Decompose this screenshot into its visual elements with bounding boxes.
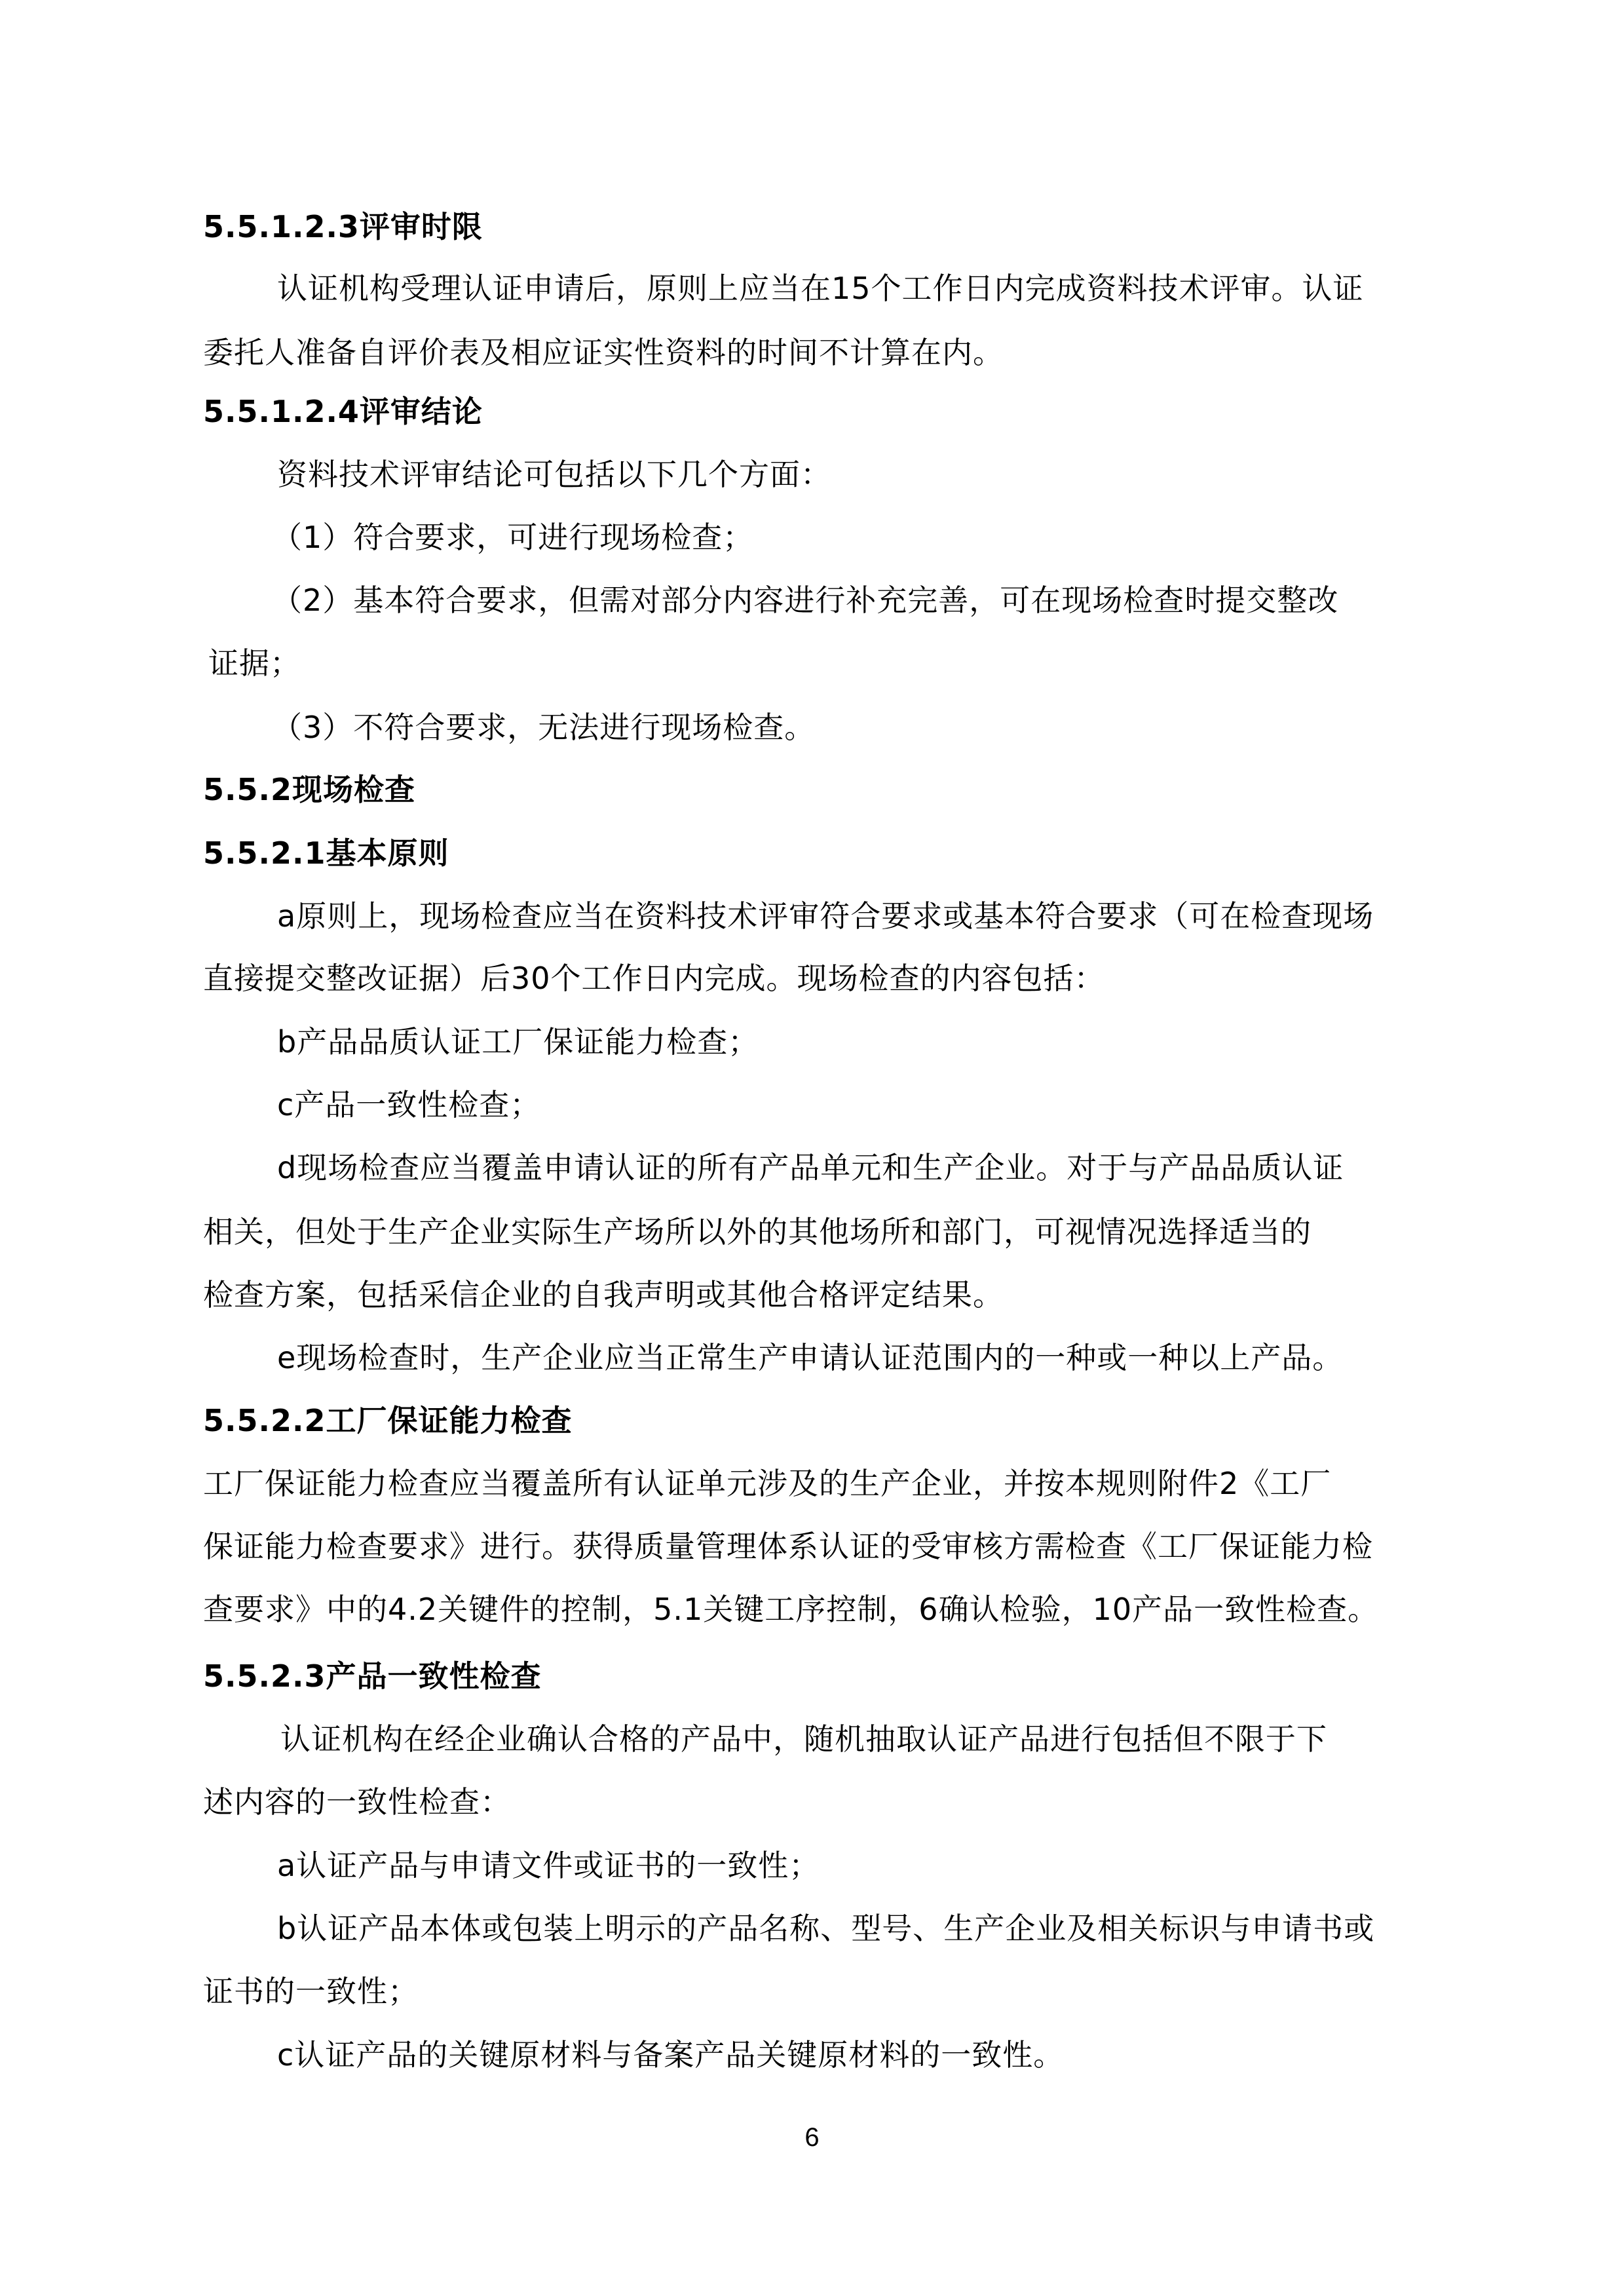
paragraph-line: 认证机构在经企业确认合格的产品中，随机抽取认证产品进行包括但不限于下 bbox=[280, 1721, 1327, 1757]
paragraph-line: 查要求》中的4.2关键件的控制，5.1关键工序控制，6确认检验，10产品一致性检查。 bbox=[203, 1592, 1379, 1627]
paragraph-line: a认证产品与申请文件或证书的一致性； bbox=[277, 1848, 820, 1883]
section-heading-5-5-2-3: 5.5.2.3产品一致性检查 bbox=[203, 1658, 542, 1694]
list-item: （1）符合要求，可进行现场检查； bbox=[272, 520, 754, 555]
paragraph-line: c产品一致性检查； bbox=[277, 1087, 541, 1122]
paragraph-line: 述内容的一致性检查： bbox=[203, 1784, 511, 1820]
list-item: （2）基本符合要求，但需对部分内容进行补充完善，可在现场检查时提交整改 bbox=[272, 583, 1339, 618]
paragraph-line: a原则上，现场检查应当在资料技术评审符合要求或基本符合要求（可在检查现场 bbox=[277, 898, 1374, 934]
paragraph-line: b认证产品本体或包装上明示的产品名称、型号、生产企业及相关标识与申请书或 bbox=[277, 1911, 1375, 1946]
section-heading-5-5-2-2: 5.5.2.2工厂保证能力检查 bbox=[203, 1403, 573, 1438]
list-item: （3）不符合要求，无法进行现场检查。 bbox=[272, 710, 816, 745]
paragraph-line: 证据； bbox=[208, 645, 301, 681]
section-heading-5-5-1-2-3: 5.5.1.2.3评审时限 bbox=[203, 209, 483, 244]
section-heading-5-5-1-2-4: 5.5.1.2.4评审结论 bbox=[203, 394, 483, 429]
paragraph-line: 资料技术评审结论可包括以下几个方面： bbox=[277, 457, 831, 492]
paragraph-line: 保证能力检查要求》进行。获得质量管理体系认证的受审核方需检查《工厂保证能力检 bbox=[203, 1529, 1373, 1564]
paragraph-line: e现场检查时，生产企业应当正常生产申请认证范围内的一种或一种以上产品。 bbox=[277, 1340, 1344, 1375]
section-heading-5-5-2: 5.5.2现场检查 bbox=[203, 772, 415, 807]
paragraph-line: 检查方案，包括采信企业的自我声明或其他合格评定结果。 bbox=[203, 1277, 1004, 1312]
paragraph-line: b产品品质认证工厂保证能力检查； bbox=[277, 1024, 759, 1060]
paragraph-line: 证书的一致性； bbox=[203, 1974, 419, 2009]
paragraph-line: d现场检查应当覆盖申请认证的所有产品单元和生产企业。对于与产品品质认证 bbox=[277, 1150, 1344, 1185]
paragraph-line: 工厂保证能力检查应当覆盖所有认证单元涉及的生产企业，并按本规则附件2《工厂 bbox=[203, 1466, 1332, 1501]
paragraph-line: c认证产品的关键原材料与备案产品关键原材料的一致性。 bbox=[277, 2037, 1065, 2073]
paragraph-line: 委托人准备自评价表及相应证实性资料的时间不计算在内。 bbox=[203, 335, 1004, 370]
paragraph-line: 相关，但处于生产企业实际生产场所以外的其他场所和部门，可视情况选择适当的 bbox=[203, 1214, 1312, 1250]
page-number: 6 bbox=[804, 2123, 820, 2152]
paragraph-line: 直接提交整改证据）后30个工作日内完成。现场检查的内容包括： bbox=[203, 961, 1105, 996]
section-heading-5-5-2-1: 5.5.2.1基本原则 bbox=[203, 835, 449, 871]
paragraph-line: 认证机构受理认证申请后，原则上应当在15个工作日内完成资料技术评审。认证 bbox=[277, 271, 1364, 306]
